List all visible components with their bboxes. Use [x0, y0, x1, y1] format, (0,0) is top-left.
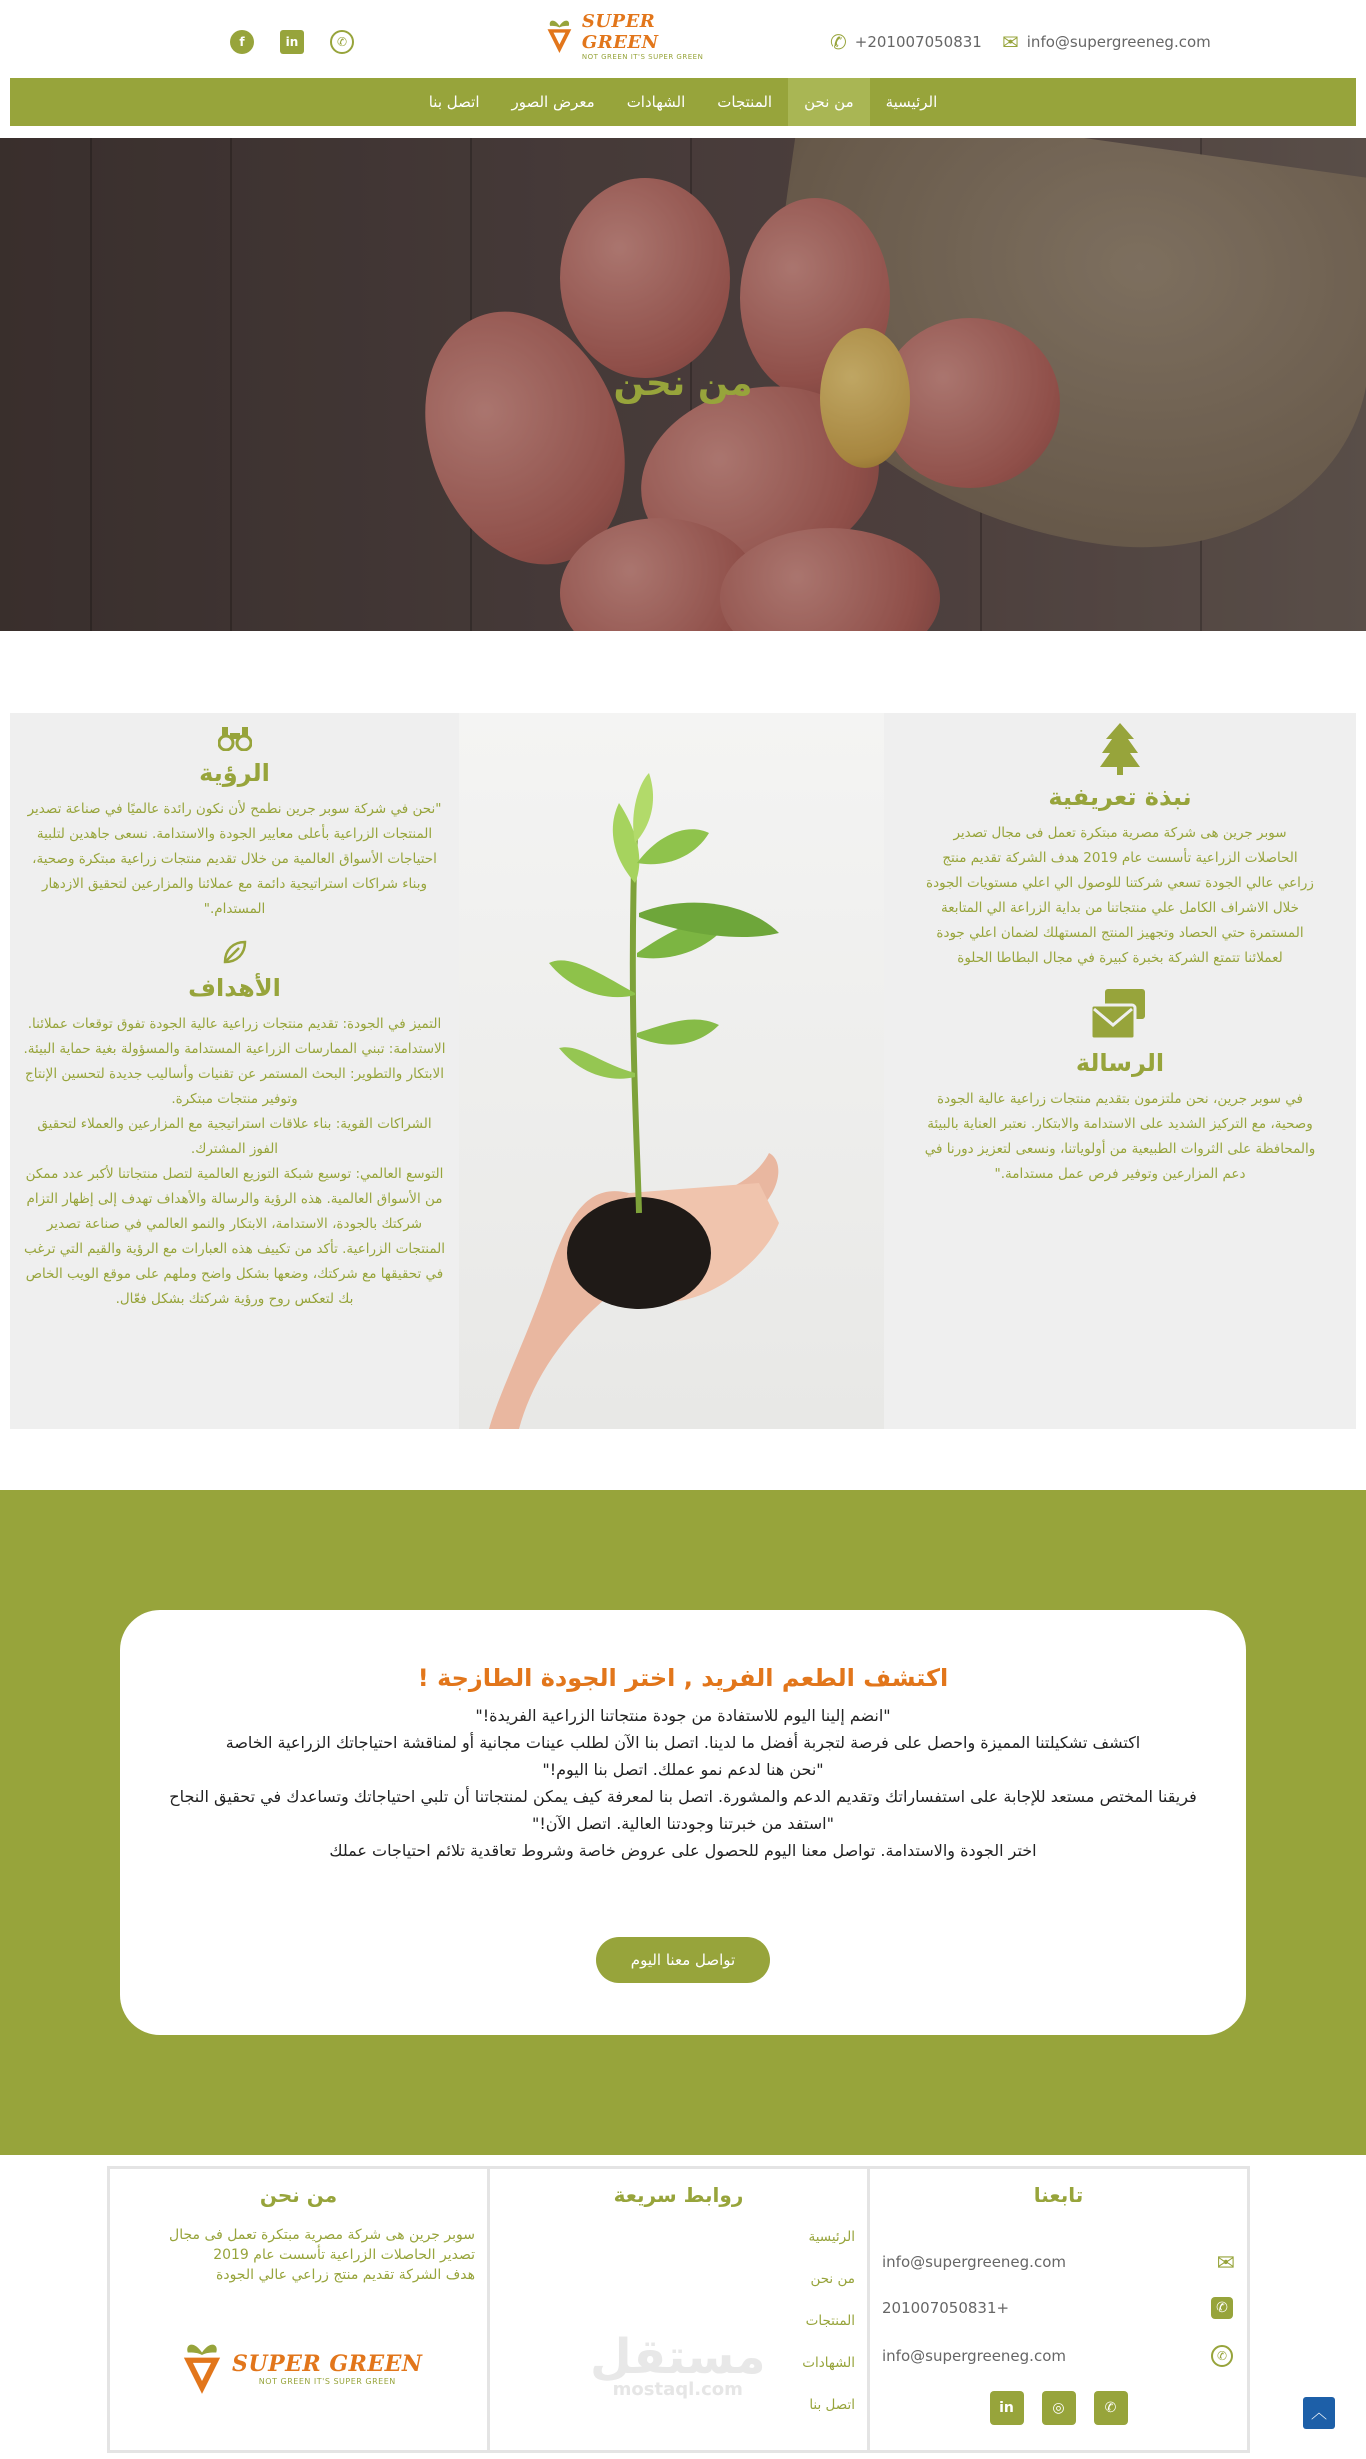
header-phone[interactable]	[830, 30, 982, 54]
header-email-text: info@supergreeneg.com	[1026, 33, 1211, 51]
nav-item-contact[interactable]: اتصل بنا	[428, 93, 480, 111]
about-section	[10, 713, 1356, 1429]
nav-item-gallery[interactable]: معرض الصور	[511, 93, 595, 111]
cta-line: فريقنا المختص مستعد للإجابة على استفساراتك وتقديم الدعم والمشورة. اتصل بنا لمعرفة كيف يمكن لمنتجاتنا أن تلبي احتياجاتك وتساعدك في تحقيق النجاح	[169, 1787, 1197, 1806]
footer-follow-column	[867, 2166, 1250, 2453]
cta-line: "نحن هنا لدعم نمو عملك. اتصل بنا اليوم!"	[542, 1760, 824, 1779]
logo-name: SUPER GREEN	[581, 11, 659, 53]
logo-mark-icon	[545, 14, 574, 58]
footer-follow-title: تابعنا	[1033, 2183, 1084, 2207]
goals-leaf-icon	[221, 938, 249, 966]
phone-icon: ✆	[830, 30, 847, 54]
whatsapp-icon[interactable]: ✆	[330, 30, 354, 54]
footer-link-contact[interactable]: اتصل بنا	[809, 2397, 855, 2413]
intro-text: سوبر جرين هى شركة مصرية مبتكرة تعمل فى مجال تصدير الحاصلات الزراعية تأسست عام 2019 هدف الشركة تقديم منتج زراعي عالي الجودة تسعي شركتنا للوصول الي اعلي مستويات الجودة خلال الاشراف الكامل علي منتجاتنا من بداية الزراعة الي المتابعة المستمرة حتي الحصاد وتجهيز المنتج المستهلك لضمان اعلي جودة لعملائنا تتمتع الشركة بخبرة كبيرة في مجال البطاطا الحلوة	[926, 825, 1314, 966]
cta-line: "استفد من خبرتنا وجودتنا العالية. اتصل الآن!"	[532, 1814, 834, 1833]
nav-item-certificates[interactable]: الشهادات	[626, 93, 686, 111]
top-bar	[0, 0, 1366, 78]
site-logo[interactable]	[545, 8, 715, 64]
goal-item: الاستدامة: تبني الممارسات الزراعية المستدامة والمسؤولة بغية حماية البيئة.	[23, 1041, 446, 1057]
hero-banner	[0, 138, 1366, 631]
cta-line: اكتشف تشكيلتنا المميزة واحصل على فرصة لتجربة أفضل ما لدينا. اتصل بنا الآن لطلب عينات مجانية أو لمناقشة احتياجاتك الزراعية الخاصة	[225, 1733, 1141, 1752]
goal-item: الابتكار والتطوير: البحث المستمر عن تقنيات وأساليب جديدة لتحسين الإنتاج وتوفير منتجات مبتكرة.	[25, 1066, 444, 1107]
footer-link-products[interactable]: المنتجات	[805, 2313, 855, 2329]
email-icon: ✉	[1216, 2251, 1235, 2276]
footer-email[interactable]: info@supergreeneg.com	[882, 2253, 1066, 2271]
header-email[interactable]	[1002, 30, 1211, 54]
footer-whatsapp[interactable]: info@supergreeneg.com	[882, 2347, 1066, 2365]
plant-in-hand-image	[459, 713, 884, 1429]
footer-about-text: سوبر جرين هى شركة مصرية مبتكرة تعمل فى مجال تصدير الحاصلات الزراعية تأسست عام 2019 هدف الشركة تقديم منتج زراعي عالي الجودة	[169, 2227, 475, 2283]
contact-us-button[interactable]: تواصل معنا اليوم	[596, 1937, 770, 1983]
goal-item: التميز في الجودة: تقديم منتجات زراعية عالية الجودة تفوق توقعات عملائنا.	[27, 1016, 442, 1032]
footer-logo[interactable]: SUPER GREEN NOT GREEN IT'S SUPER GREEN	[180, 2339, 423, 2397]
tree-icon	[1100, 723, 1140, 775]
linkedin-icon[interactable]: in	[990, 2391, 1024, 2425]
about-left-column	[10, 713, 459, 1429]
instagram-icon[interactable]: ◎	[1042, 2391, 1076, 2425]
main-nav	[10, 78, 1356, 126]
footer-about-column	[107, 2166, 490, 2453]
footer-links-column	[487, 2166, 870, 2453]
footer	[110, 2166, 1250, 2453]
goals-title: الأهداف	[188, 974, 281, 1002]
page-title: من نحن	[613, 363, 753, 404]
cta-line: اختر الجودة والاستدامة. تواصل معنا اليوم للحصول على عروض خاصة وشروط تعاقدية تلائم احتياجات عملك	[329, 1841, 1037, 1860]
cta-title: اكتشف الطعم الفريد , اختر الجودة الطازجة !	[417, 1664, 949, 1692]
footer-phone[interactable]: +201007050831	[882, 2299, 1010, 2317]
footer-link-home[interactable]: الرئيسية	[808, 2229, 855, 2245]
about-right-column	[884, 713, 1356, 1429]
mission-text: في سوبر جرين، نحن ملتزمون بتقديم منتجات زراعية عالية الجودة وصحية، مع التركيز الشديد على الاستدامة والابتكار. نعتبر العناية بالبيئة والمحافظة على الثروات الطبيعية من أولوياتنا، ونسعى لتعزيز دورنا في دعم المزارعين وتوفير فرص عمل مستدامة."	[924, 1091, 1316, 1182]
footer-social	[870, 2391, 1247, 2425]
footer-links-title: روابط سريعة	[613, 2183, 744, 2207]
goal-item: التوسع العالمي: توسيع شبكة التوزيع العالمية لتصل منتجاتنا لأكبر عدد ممكن من الأسواق العالمية. هذه الرؤية والرسالة والأهداف تهدف إلى إظهار التزام شركتك بالجودة، الاستدامة، الابتكار والنمو العالمي في صناعة تصدير المنتجات الزراعية. تأكد من تكييف هذه العبارات مع الرؤية والقيم التي ترغب في تحقيقها مع شركتك، وضعها بشكل واضح وملهم على موقع الويب الخاص بك لتعكس روح ورؤية شركتك بشكل فعّال.	[23, 1166, 446, 1307]
goal-item: الشراكات القوية: بناء علاقات استراتيجية مع المزارعين والعملاء لتحقيق الفوز المشترك.	[37, 1116, 432, 1157]
cta-line: "انضم إلينا اليوم للاستفادة من جودة منتجاتنا الزراعية الفريدة!"	[475, 1706, 891, 1725]
nav-item-about[interactable]: من نحن	[788, 78, 870, 126]
nav-item-products[interactable]: المنتجات	[717, 93, 773, 111]
whatsapp-icon[interactable]: ✆	[1094, 2391, 1128, 2425]
footer-link-about[interactable]: من نحن	[810, 2271, 855, 2287]
nav-item-home[interactable]: الرئيسية	[885, 93, 938, 111]
logo-mark-icon	[180, 2339, 224, 2397]
binoculars-icon	[218, 725, 252, 751]
mission-title: الرسالة	[1075, 1049, 1165, 1077]
scroll-to-top-button[interactable]: ︿	[1303, 2397, 1335, 2429]
cta-text	[120, 1702, 1246, 1864]
cta-card	[120, 1610, 1246, 2035]
linkedin-icon[interactable]: in	[280, 30, 304, 54]
watermark: مستقل mostaql.com	[590, 2329, 766, 2400]
footer-link-certificates[interactable]: الشهادات	[802, 2355, 855, 2371]
email-icon: ✉	[1002, 30, 1019, 54]
whatsapp-icon: ✆	[1211, 2345, 1233, 2367]
phone-icon: ✆	[1211, 2297, 1233, 2319]
vision-text: "نحن في شركة سوبر جرين نطمح لأن نكون رائدة عالميًا في صناعة تصدير المنتجات الزراعية بأعلى معايير الجودة والاستدامة. نسعى جاهدين لتلبية احتياجات الأسواق العالمية من خلال تقديم منتجات زراعية مبتكرة وصحية، وبناء شراكات استراتيجية دائمة مع عملائنا والمزارعين لتحقيق الازدهار المستدام."	[27, 801, 442, 917]
intro-title: نبذة تعريفية	[1048, 783, 1192, 811]
logo-tagline: NOT GREEN IT'S SUPER GREEN	[581, 53, 704, 61]
header-social	[230, 30, 354, 54]
mailbox-icon	[1091, 989, 1149, 1041]
header-phone-text: +201007050831	[854, 33, 982, 51]
vision-title: الرؤية	[199, 759, 270, 787]
footer-about-title: من نحن	[259, 2183, 338, 2207]
facebook-icon[interactable]: f	[230, 30, 254, 54]
